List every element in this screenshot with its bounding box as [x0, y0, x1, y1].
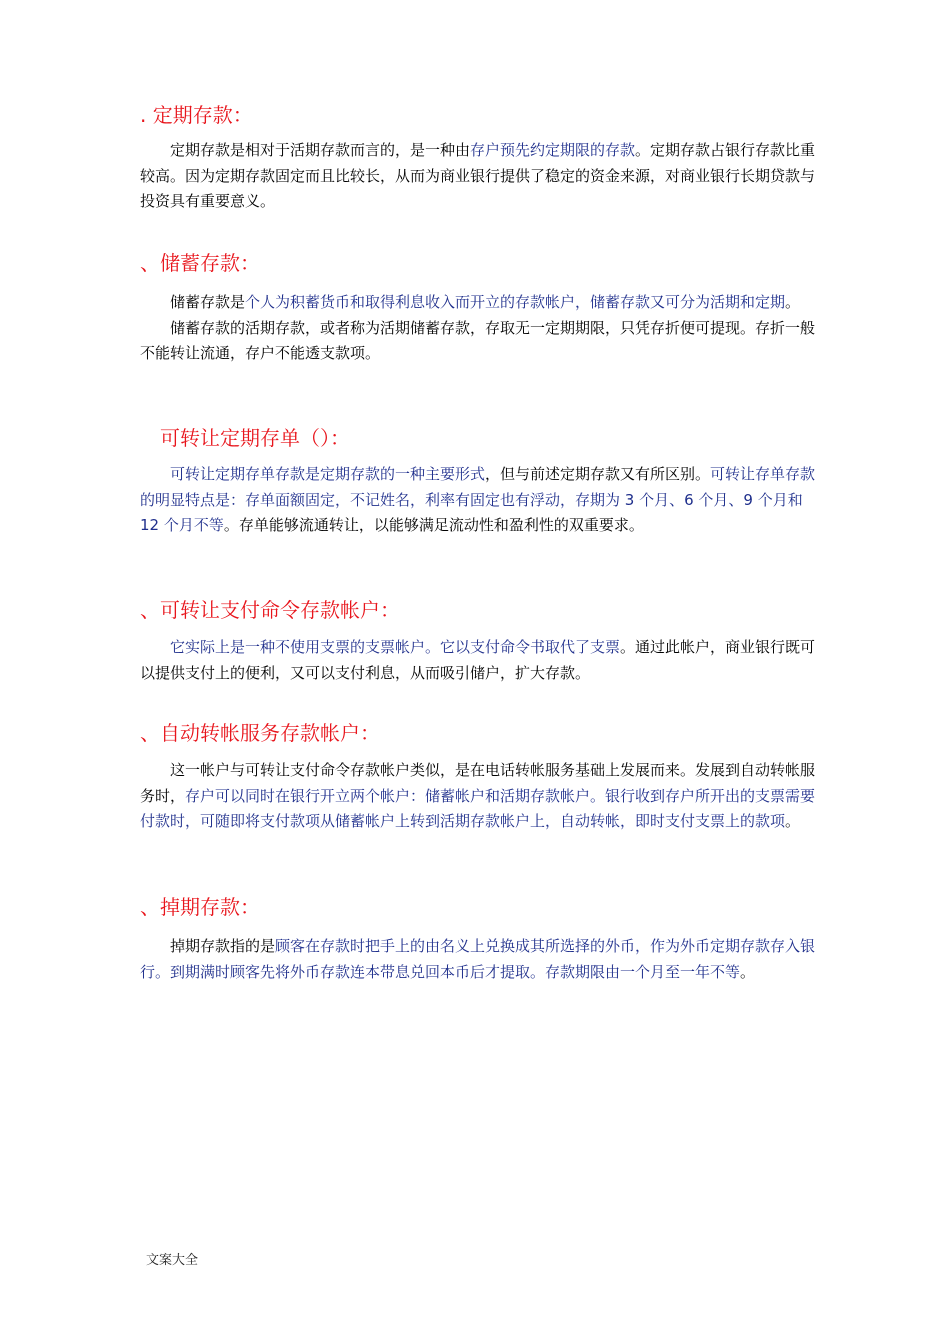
body-text: 。	[740, 962, 756, 981]
paragraph	[140, 758, 820, 835]
paragraph	[140, 138, 820, 215]
paragraph-indent	[140, 758, 170, 784]
paragraph-indent	[140, 316, 170, 342]
paragraph	[140, 934, 820, 985]
highlighted-text: 可转让定期存单存款是定期存款的一种主要形式	[170, 465, 486, 483]
body-text: 。定期存款占银行存款比重较高。因为定期存款固定而且比较长，从而为商业银行提供了稳定的资金来源，对商业银行长期贷款与投资具有重要意义。	[140, 141, 816, 210]
body-text: 储蓄存款的活期存款，或者称为活期储蓄存款，存取无一定期期限，只凭存折便可提现。存折一般不能转让流通，存户不能透支款项。	[140, 318, 816, 362]
paragraph-indent	[140, 290, 170, 316]
highlighted-text: 存户可以同时在银行开立两个帐户：储蓄帐户和活期存款帐户。银行收到存户所开出的支票需要付款时，可随即将支付款项从储蓄帐户上转到活期存款帐户上，自动转帐，即时支付支票上的款项	[140, 786, 816, 830]
section-heading: . 定期存款：	[140, 103, 253, 127]
highlighted-text: 个人为积蓄货币和取得利息收入而开立的存款帐户，储蓄存款又可分为活期和定期	[245, 293, 786, 311]
highlighted-text: 存户预先约定期限的存款	[470, 141, 636, 159]
paragraph-indent	[140, 462, 170, 488]
body-text: ，但与前述定期存款又有所区别。	[485, 465, 711, 483]
section-negotiable-cd	[140, 425, 820, 539]
paragraph-indent	[140, 635, 170, 661]
section-heading: 可转让定期存单（）：	[140, 426, 350, 450]
section-swap-deposit	[140, 894, 820, 985]
section-heading: 、储蓄存款：	[140, 251, 260, 275]
section-ats-account	[140, 720, 820, 835]
body-text: 。通过此帐户，商业银行既可以提供支付上的便利，又可以支付利息，从而吸引储户，扩大存款。	[140, 638, 816, 682]
body-text: 定期存款是相对于活期存款而言的，是一种由	[170, 141, 471, 159]
paragraph-indent	[140, 934, 170, 960]
body-text: 。	[785, 293, 801, 311]
highlighted-text: 可转让存单存款的明显特点是：存单面额固定，不记姓名，利率有固定也有浮动，存期为 3 个月、6 个月、9 个月和 12 个月不等	[140, 465, 816, 534]
highlighted-text: 它实际上是一种不使用支票的支票帐户。它以支付命令书取代了支票	[170, 638, 621, 656]
section-savings-deposit	[140, 250, 820, 367]
highlighted-text: 顾客在存款时把手上的由名义上兑换成其所选择的外币，作为外币定期存款存入银行。到期满时顾客先将外币存款连本带息兑回本币后才提取。存款期限由一个月至一年不等	[140, 937, 816, 981]
section-heading: 、掉期存款：	[140, 895, 260, 919]
body-text: 储蓄存款是	[170, 293, 246, 311]
body-text: 。存单能够流通转让，以能够满足流动性和盈利性的双重要求。	[223, 516, 644, 534]
footer-label: 文案大全	[146, 1253, 199, 1268]
body-text: 这一帐户与可转让支付命令存款帐户类似，是在电话转帐服务基础上发展而来。发展到自动转帐服务时，	[140, 761, 816, 805]
body-text: 掉期存款指的是	[170, 937, 276, 955]
section-heading: 、自动转帐服务存款帐户：	[140, 721, 380, 745]
body-text: 。	[785, 812, 801, 830]
paragraph	[140, 635, 820, 686]
paragraph	[140, 290, 820, 316]
paragraph-indent	[140, 138, 170, 164]
section-fixed-deposit	[140, 102, 820, 215]
section-now-account	[140, 597, 820, 686]
paragraph	[140, 316, 820, 367]
section-heading: 、可转让支付命令存款帐户：	[140, 598, 400, 622]
paragraph	[140, 462, 820, 539]
